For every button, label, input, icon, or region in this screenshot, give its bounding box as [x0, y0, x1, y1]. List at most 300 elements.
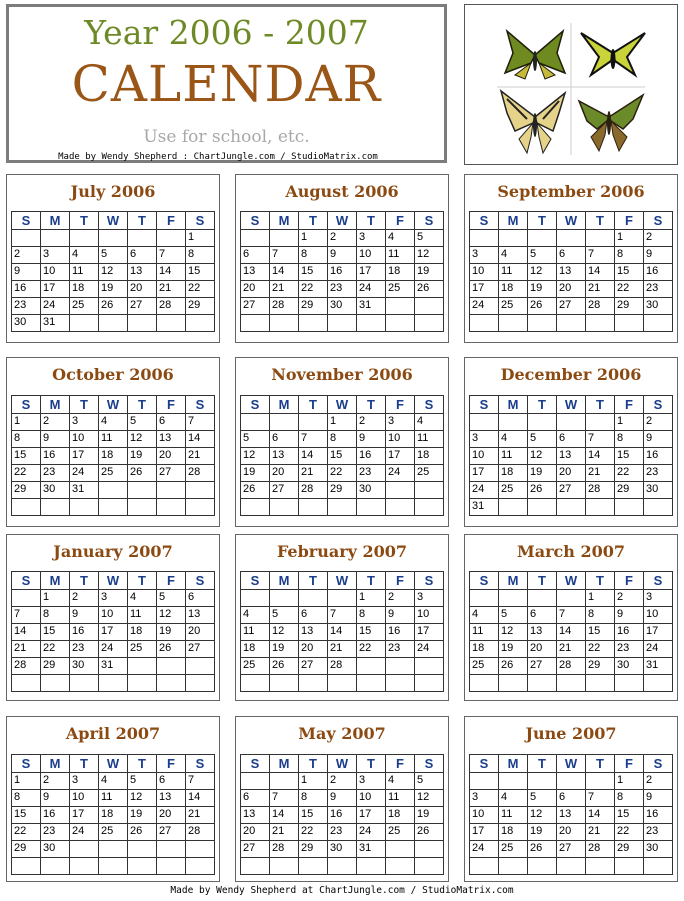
- week-row: [12, 841, 215, 858]
- weekday-label: S: [12, 755, 41, 773]
- day-cell: [470, 230, 499, 247]
- day-cell: 28: [186, 465, 215, 482]
- month-day-grid: [11, 211, 215, 332]
- day-cell: 17: [70, 807, 99, 824]
- day-cell: [386, 858, 415, 875]
- day-cell: 12: [499, 624, 528, 641]
- day-cell: 26: [270, 658, 299, 675]
- week-row: [241, 790, 444, 807]
- day-cell: 12: [270, 624, 299, 641]
- day-cell: [470, 858, 499, 875]
- day-cell: 28: [270, 298, 299, 315]
- day-cell: 4: [99, 414, 128, 431]
- day-cell: 16: [644, 807, 673, 824]
- day-cell: 15: [615, 448, 644, 465]
- day-cell: 3: [357, 773, 386, 790]
- day-cell: 30: [70, 658, 99, 675]
- day-cell: 18: [499, 281, 528, 298]
- day-cell: [128, 482, 157, 499]
- day-cell: 16: [615, 624, 644, 641]
- day-cell: [41, 858, 70, 875]
- weekday-label: W: [557, 755, 586, 773]
- day-cell: 24: [470, 298, 499, 315]
- day-cell: 23: [41, 465, 70, 482]
- day-cell: [528, 675, 557, 692]
- day-cell: 11: [499, 807, 528, 824]
- day-cell: 22: [615, 824, 644, 841]
- day-cell: [241, 230, 270, 247]
- week-row: [241, 607, 444, 624]
- day-cell: 31: [357, 298, 386, 315]
- weekday-header-row: [12, 755, 215, 773]
- week-row: [470, 465, 673, 482]
- year-title: Year 2006 - 2007: [84, 13, 369, 52]
- month-day-grid: [240, 754, 444, 875]
- weekday-label: F: [615, 212, 644, 230]
- day-cell: 2: [328, 773, 357, 790]
- day-cell: 20: [157, 807, 186, 824]
- day-cell: 14: [12, 624, 41, 641]
- weekday-label: W: [99, 572, 128, 590]
- week-row: [470, 431, 673, 448]
- month-day-grid: [240, 571, 444, 692]
- day-cell: [41, 675, 70, 692]
- day-cell: 7: [186, 414, 215, 431]
- day-cell: 20: [157, 448, 186, 465]
- day-cell: 11: [470, 624, 499, 641]
- day-cell: 3: [470, 431, 499, 448]
- day-cell: 6: [557, 431, 586, 448]
- day-cell: 2: [644, 773, 673, 790]
- day-cell: 4: [499, 247, 528, 264]
- day-cell: 27: [299, 658, 328, 675]
- day-cell: 21: [586, 281, 615, 298]
- day-cell: 3: [41, 247, 70, 264]
- day-cell: [415, 482, 444, 499]
- week-row: [12, 790, 215, 807]
- weekday-label: M: [270, 212, 299, 230]
- day-cell: 8: [615, 431, 644, 448]
- day-cell: 29: [615, 841, 644, 858]
- day-cell: [12, 230, 41, 247]
- day-cell: 14: [557, 624, 586, 641]
- day-cell: [128, 658, 157, 675]
- day-cell: 22: [299, 281, 328, 298]
- day-cell: [186, 482, 215, 499]
- week-row: [470, 658, 673, 675]
- day-cell: 7: [299, 431, 328, 448]
- day-cell: 4: [470, 607, 499, 624]
- calendar-title: CALENDAR: [71, 55, 382, 113]
- day-cell: 3: [386, 414, 415, 431]
- weekday-label: S: [241, 396, 270, 414]
- day-cell: 21: [328, 641, 357, 658]
- day-cell: 16: [328, 807, 357, 824]
- day-cell: 14: [270, 264, 299, 281]
- day-cell: 6: [557, 247, 586, 264]
- day-cell: 31: [470, 499, 499, 516]
- weekday-label: W: [328, 755, 357, 773]
- day-cell: 27: [157, 824, 186, 841]
- day-cell: 25: [499, 298, 528, 315]
- butterfly-image: [464, 4, 678, 165]
- week-row: [12, 624, 215, 641]
- day-cell: 27: [128, 298, 157, 315]
- day-cell: 5: [241, 431, 270, 448]
- week-row: [12, 675, 215, 692]
- day-cell: 26: [157, 641, 186, 658]
- day-cell: 1: [615, 230, 644, 247]
- day-cell: 8: [615, 247, 644, 264]
- month-title: December 2006: [500, 365, 642, 384]
- day-cell: 5: [128, 773, 157, 790]
- day-cell: [99, 841, 128, 858]
- day-cell: 4: [241, 607, 270, 624]
- day-cell: 28: [557, 658, 586, 675]
- day-cell: 12: [99, 264, 128, 281]
- day-cell: [557, 315, 586, 332]
- month-day-grid: [240, 395, 444, 516]
- day-cell: [470, 414, 499, 431]
- weekday-header-row: [470, 572, 673, 590]
- weekday-label: T: [357, 572, 386, 590]
- weekday-label: T: [299, 755, 328, 773]
- weekday-header-row: [12, 212, 215, 230]
- day-cell: 29: [615, 482, 644, 499]
- day-cell: 17: [470, 281, 499, 298]
- day-cell: 26: [415, 281, 444, 298]
- day-cell: 20: [557, 824, 586, 841]
- day-cell: 10: [70, 790, 99, 807]
- day-cell: [270, 858, 299, 875]
- day-cell: 20: [557, 281, 586, 298]
- month-title: July 2006: [70, 182, 156, 201]
- weekday-label: F: [157, 755, 186, 773]
- day-cell: 9: [644, 431, 673, 448]
- day-cell: 23: [386, 641, 415, 658]
- week-row: [470, 807, 673, 824]
- day-cell: 14: [299, 448, 328, 465]
- day-cell: 30: [357, 482, 386, 499]
- day-cell: 30: [41, 841, 70, 858]
- day-cell: 8: [41, 607, 70, 624]
- day-cell: 16: [41, 807, 70, 824]
- day-cell: 27: [270, 482, 299, 499]
- day-cell: 11: [499, 448, 528, 465]
- week-row: [12, 858, 215, 875]
- day-cell: [528, 315, 557, 332]
- day-cell: 30: [644, 482, 673, 499]
- day-cell: 18: [128, 624, 157, 641]
- month-calendar: [464, 174, 678, 343]
- week-row: [470, 499, 673, 516]
- week-row: [470, 281, 673, 298]
- day-cell: 27: [557, 298, 586, 315]
- week-row: [470, 824, 673, 841]
- weekday-header-row: [241, 755, 444, 773]
- day-cell: 8: [186, 247, 215, 264]
- day-cell: 17: [357, 807, 386, 824]
- weekday-label: S: [470, 396, 499, 414]
- day-cell: 6: [270, 431, 299, 448]
- week-row: [470, 858, 673, 875]
- day-cell: 19: [157, 624, 186, 641]
- month-day-grid: [11, 395, 215, 516]
- day-cell: 5: [499, 607, 528, 624]
- day-cell: [299, 858, 328, 875]
- weekday-label: M: [41, 755, 70, 773]
- day-cell: 25: [415, 465, 444, 482]
- weekday-label: M: [270, 572, 299, 590]
- day-cell: [528, 773, 557, 790]
- day-cell: 6: [157, 414, 186, 431]
- day-cell: 6: [157, 773, 186, 790]
- day-cell: 26: [128, 824, 157, 841]
- day-cell: 26: [128, 465, 157, 482]
- day-cell: 23: [70, 641, 99, 658]
- weekday-label: S: [470, 572, 499, 590]
- day-cell: 23: [644, 824, 673, 841]
- day-cell: 28: [299, 482, 328, 499]
- weekday-label: S: [415, 572, 444, 590]
- month-title: April 2007: [65, 724, 161, 743]
- week-row: [470, 315, 673, 332]
- day-cell: 13: [299, 624, 328, 641]
- day-cell: 16: [12, 281, 41, 298]
- day-cell: 2: [644, 230, 673, 247]
- day-cell: 8: [615, 790, 644, 807]
- month-calendar: [6, 716, 220, 882]
- day-cell: 16: [70, 624, 99, 641]
- day-cell: [241, 773, 270, 790]
- day-cell: 10: [70, 431, 99, 448]
- week-row: [241, 482, 444, 499]
- weekday-label: M: [270, 755, 299, 773]
- weekday-label: W: [557, 212, 586, 230]
- weekday-label: W: [328, 212, 357, 230]
- weekday-label: S: [186, 755, 215, 773]
- day-cell: [586, 675, 615, 692]
- day-cell: 9: [328, 790, 357, 807]
- day-cell: 2: [644, 414, 673, 431]
- day-cell: 17: [415, 624, 444, 641]
- day-cell: 13: [270, 448, 299, 465]
- day-cell: [12, 675, 41, 692]
- day-cell: [157, 675, 186, 692]
- day-cell: 19: [499, 641, 528, 658]
- month-calendar: [235, 534, 449, 701]
- day-cell: [128, 230, 157, 247]
- day-cell: 18: [70, 281, 99, 298]
- day-cell: 9: [386, 607, 415, 624]
- weekday-label: T: [128, 755, 157, 773]
- day-cell: [299, 675, 328, 692]
- day-cell: 24: [357, 281, 386, 298]
- day-cell: 20: [241, 824, 270, 841]
- day-cell: 19: [99, 281, 128, 298]
- day-cell: 25: [499, 841, 528, 858]
- day-cell: 7: [186, 773, 215, 790]
- weekday-label: T: [528, 212, 557, 230]
- day-cell: 7: [586, 790, 615, 807]
- day-cell: 6: [557, 790, 586, 807]
- week-row: [12, 465, 215, 482]
- day-cell: 23: [12, 298, 41, 315]
- week-row: [241, 465, 444, 482]
- day-cell: 15: [357, 624, 386, 641]
- day-cell: 18: [470, 641, 499, 658]
- day-cell: 21: [270, 824, 299, 841]
- day-cell: 24: [386, 465, 415, 482]
- day-cell: 17: [99, 624, 128, 641]
- day-cell: 1: [615, 773, 644, 790]
- day-cell: 29: [12, 482, 41, 499]
- day-cell: 18: [499, 824, 528, 841]
- weekday-label: F: [386, 572, 415, 590]
- week-row: [12, 448, 215, 465]
- day-cell: 12: [415, 247, 444, 264]
- day-cell: 22: [41, 641, 70, 658]
- day-cell: 16: [386, 624, 415, 641]
- weekday-label: S: [644, 212, 673, 230]
- day-cell: [386, 499, 415, 516]
- day-cell: 19: [241, 465, 270, 482]
- day-cell: 1: [186, 230, 215, 247]
- day-cell: 28: [586, 298, 615, 315]
- month-title: February 2007: [276, 542, 408, 561]
- day-cell: 25: [386, 281, 415, 298]
- day-cell: 8: [12, 790, 41, 807]
- day-cell: 9: [644, 247, 673, 264]
- week-row: [241, 841, 444, 858]
- day-cell: 30: [644, 298, 673, 315]
- day-cell: 17: [70, 448, 99, 465]
- day-cell: [615, 675, 644, 692]
- day-cell: 25: [386, 824, 415, 841]
- day-cell: [557, 858, 586, 875]
- day-cell: 27: [241, 298, 270, 315]
- weekday-label: T: [586, 755, 615, 773]
- day-cell: 16: [328, 264, 357, 281]
- day-cell: 18: [99, 807, 128, 824]
- swallowtail-butterfly-icon: [501, 91, 565, 153]
- weekday-label: T: [70, 572, 99, 590]
- weekday-label: T: [528, 572, 557, 590]
- day-cell: 4: [386, 773, 415, 790]
- weekday-header-row: [241, 572, 444, 590]
- day-cell: [357, 675, 386, 692]
- day-cell: 10: [357, 247, 386, 264]
- month-title: November 2006: [271, 365, 413, 384]
- day-cell: 12: [528, 807, 557, 824]
- week-row: [470, 590, 673, 607]
- day-cell: [357, 315, 386, 332]
- month-calendar: [464, 716, 678, 882]
- day-cell: 11: [499, 264, 528, 281]
- day-cell: [99, 499, 128, 516]
- weekday-label: F: [157, 396, 186, 414]
- week-row: [470, 482, 673, 499]
- day-cell: [12, 590, 41, 607]
- day-cell: 28: [186, 824, 215, 841]
- day-cell: [470, 590, 499, 607]
- day-cell: 28: [12, 658, 41, 675]
- day-cell: [270, 590, 299, 607]
- day-cell: 12: [241, 448, 270, 465]
- day-cell: 15: [299, 807, 328, 824]
- day-cell: [299, 414, 328, 431]
- day-cell: 23: [644, 465, 673, 482]
- month-calendar: [235, 716, 449, 882]
- day-cell: [499, 499, 528, 516]
- day-cell: 15: [12, 807, 41, 824]
- day-cell: 22: [586, 641, 615, 658]
- day-cell: [241, 858, 270, 875]
- week-row: [241, 448, 444, 465]
- day-cell: [186, 841, 215, 858]
- weekday-label: F: [615, 755, 644, 773]
- week-row: [470, 624, 673, 641]
- weekday-label: S: [186, 572, 215, 590]
- day-cell: 17: [386, 448, 415, 465]
- day-cell: 3: [99, 590, 128, 607]
- day-cell: [557, 590, 586, 607]
- week-row: [241, 499, 444, 516]
- day-cell: 5: [528, 247, 557, 264]
- day-cell: 13: [128, 264, 157, 281]
- day-cell: [328, 590, 357, 607]
- week-row: [12, 641, 215, 658]
- day-cell: 5: [415, 773, 444, 790]
- day-cell: 2: [386, 590, 415, 607]
- day-cell: [99, 858, 128, 875]
- day-cell: [644, 858, 673, 875]
- month-calendar: [235, 357, 449, 527]
- day-cell: 1: [357, 590, 386, 607]
- day-cell: [586, 414, 615, 431]
- day-cell: [415, 499, 444, 516]
- day-cell: [528, 414, 557, 431]
- day-cell: 1: [299, 773, 328, 790]
- month-day-grid: [469, 571, 673, 692]
- day-cell: [157, 858, 186, 875]
- day-cell: 8: [12, 431, 41, 448]
- week-row: [241, 414, 444, 431]
- day-cell: [386, 482, 415, 499]
- day-cell: 2: [357, 414, 386, 431]
- day-cell: 16: [357, 448, 386, 465]
- weekday-label: M: [499, 212, 528, 230]
- day-cell: 15: [586, 624, 615, 641]
- weekday-label: F: [386, 396, 415, 414]
- weekday-header-row: [12, 396, 215, 414]
- day-cell: [557, 414, 586, 431]
- day-cell: 28: [157, 298, 186, 315]
- day-cell: 19: [270, 641, 299, 658]
- week-row: [241, 641, 444, 658]
- day-cell: 8: [299, 790, 328, 807]
- day-cell: [128, 858, 157, 875]
- weekday-label: S: [470, 212, 499, 230]
- day-cell: 13: [557, 448, 586, 465]
- day-cell: [415, 315, 444, 332]
- day-cell: 27: [557, 841, 586, 858]
- day-cell: 17: [357, 264, 386, 281]
- day-cell: [586, 499, 615, 516]
- day-cell: 31: [41, 315, 70, 332]
- day-cell: 12: [528, 264, 557, 281]
- day-cell: [386, 315, 415, 332]
